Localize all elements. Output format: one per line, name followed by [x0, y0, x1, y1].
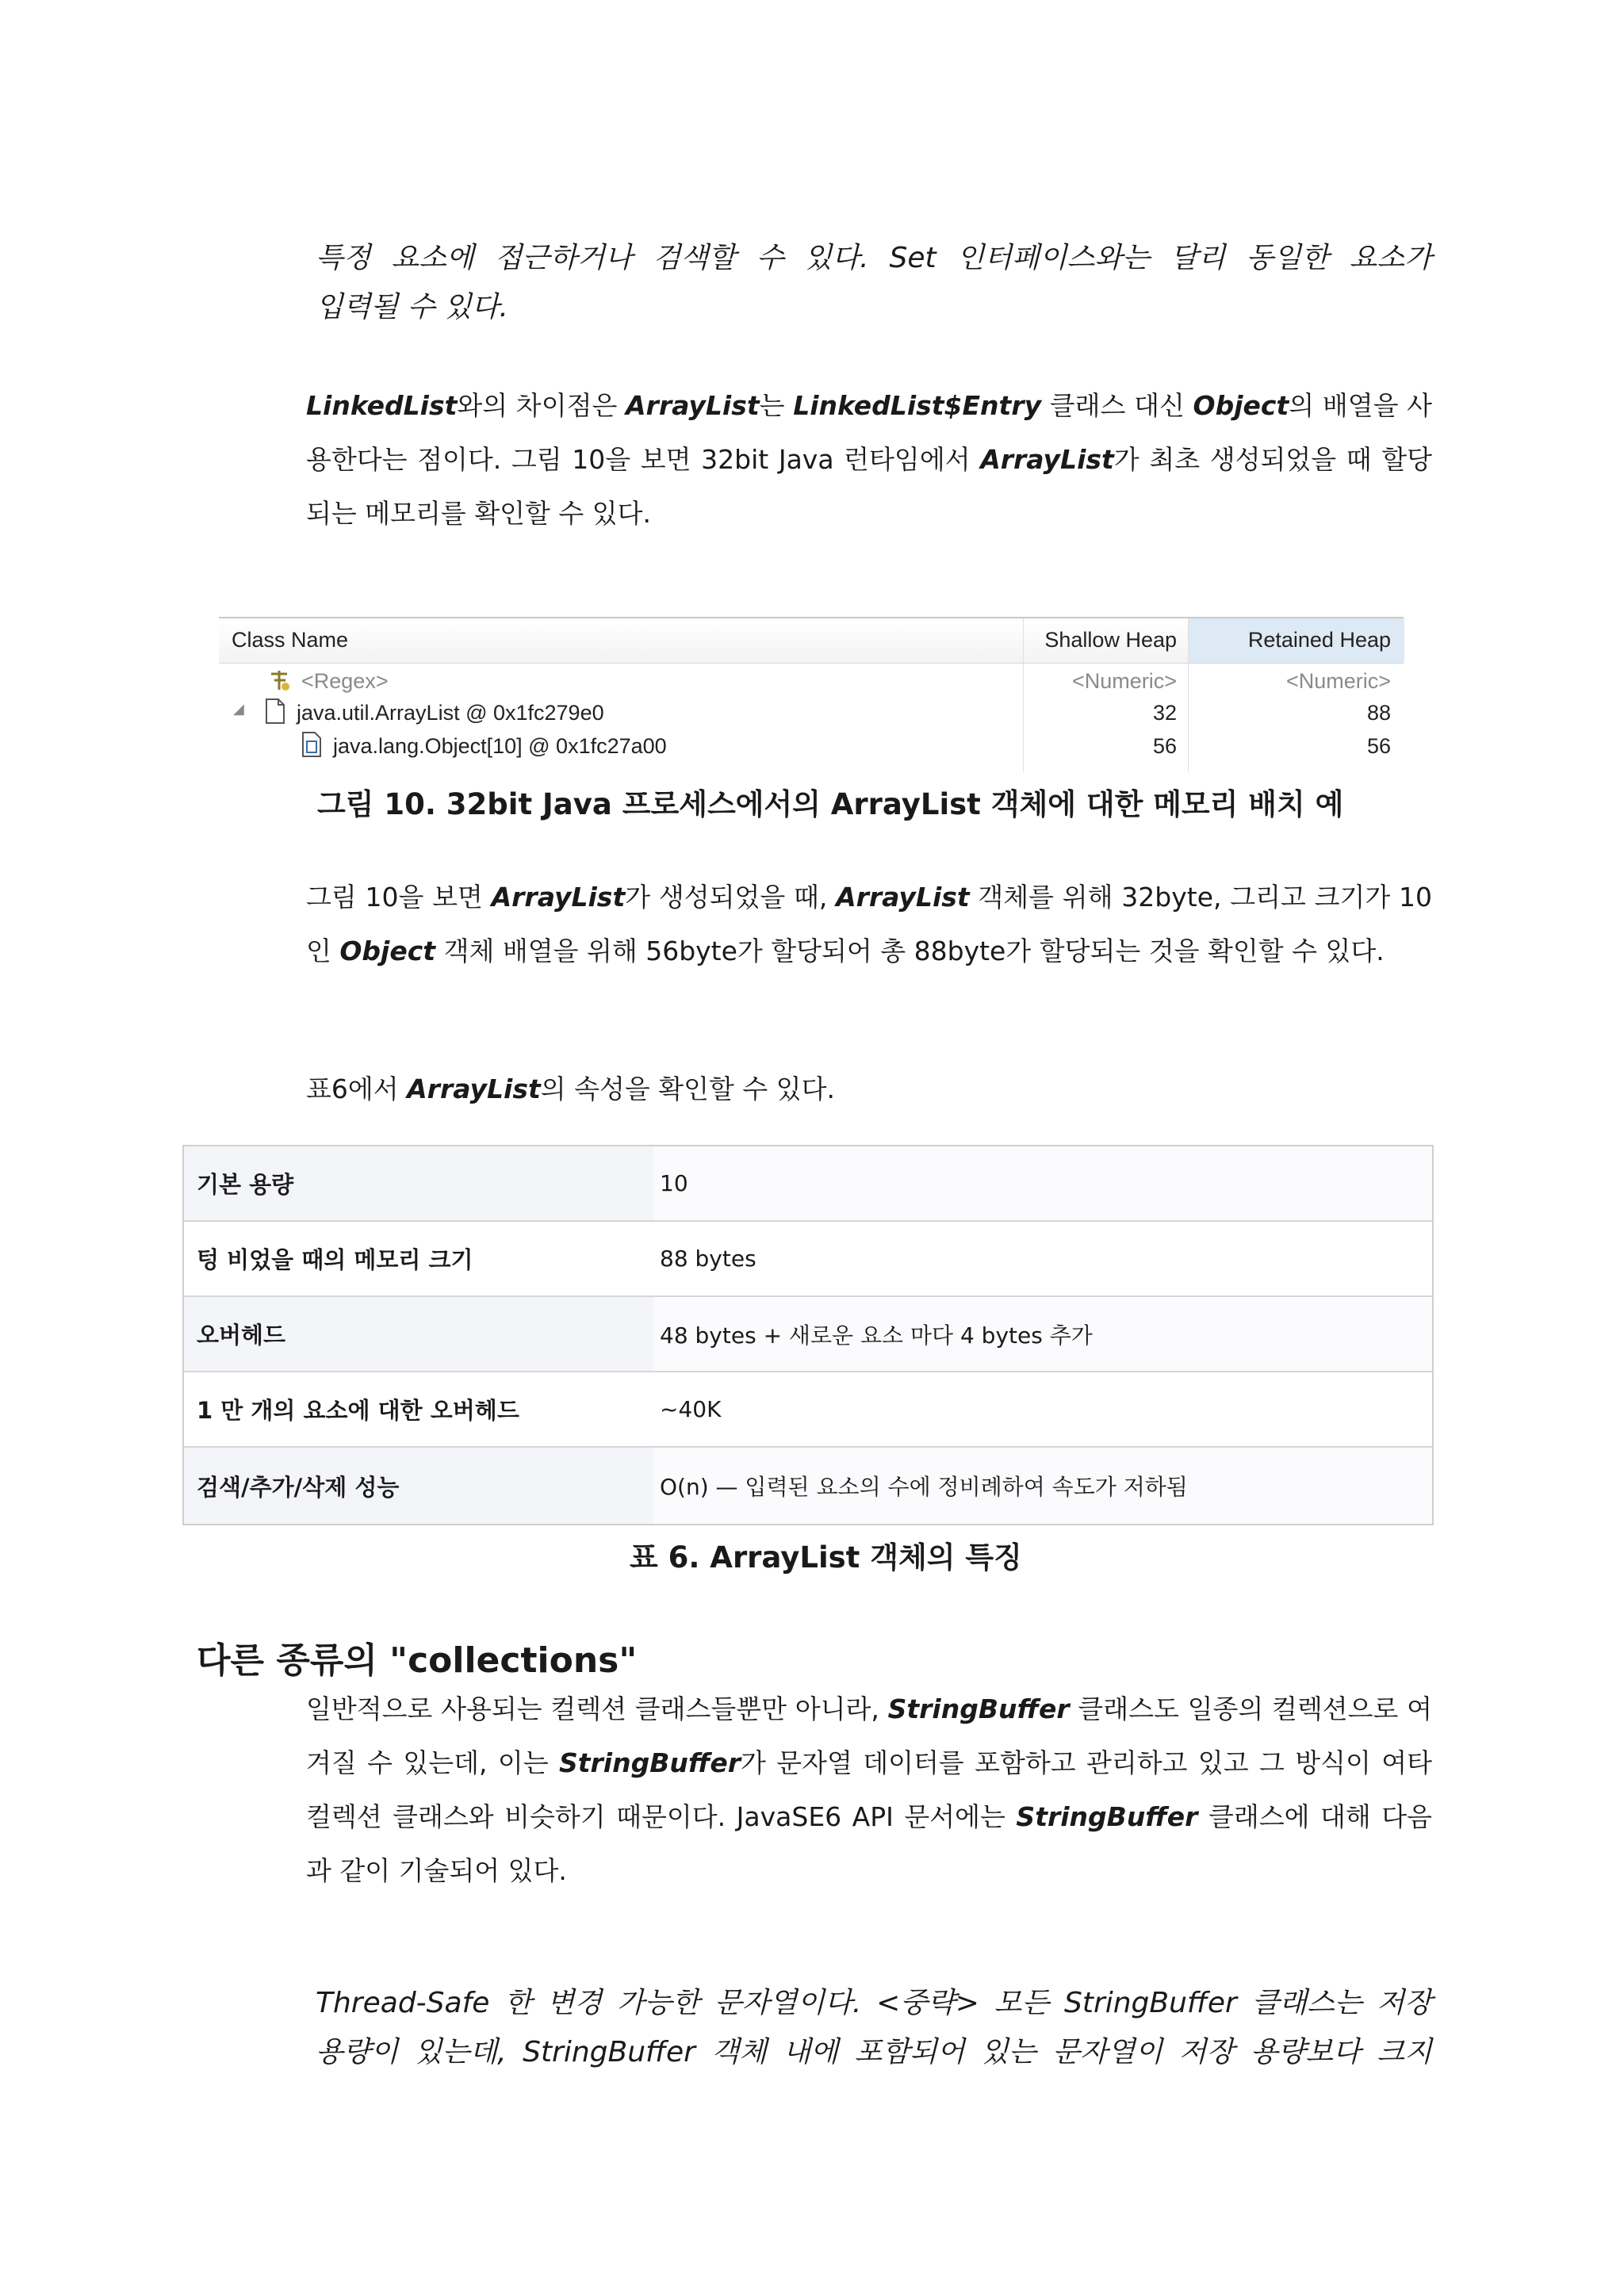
term-arraylist: ArrayList	[407, 1073, 541, 1104]
term-stringbuffer: StringBuffer	[1016, 1801, 1198, 1832]
row-value: ~40K	[653, 1372, 1432, 1446]
quote-top-line2: 입력될 수 있다.	[316, 291, 508, 323]
row-label: 기본 용량	[197, 1171, 294, 1198]
text: 객체를 위해 32byte, 그리고 크기가 10인	[306, 882, 1432, 966]
text: 클래스 대신	[1041, 390, 1193, 421]
text: 클래스에 대해 다음과 같이 기술되어 있다.	[306, 1801, 1432, 1886]
quote-bottom	[316, 1979, 1432, 2077]
row-value: 10	[653, 1146, 1432, 1220]
paragraph-linkedlist-diff	[306, 379, 1432, 541]
row-arraylist-name[interactable]: java.util.ArrayList @ 0x1fc279e0	[297, 701, 604, 725]
paragraph-stringbuffer	[306, 1682, 1432, 1898]
row-object-array-name[interactable]: java.lang.Object[10] @ 0x1fc27a00	[333, 734, 667, 758]
text: 의 속성을 확인할 수 있다.	[540, 1073, 835, 1104]
text: 가 문자열 데이터를 포함하고 관리하고 있고 그 방식이 여타 컬렉션 클래스와 비슷하기 때문이다. JavaSE6 API 문서에는	[306, 1747, 1432, 1832]
quote-top-line1: 특정 요소에 접근하거나 검색할 수 있다. Set 인터페이스와는 달리 동일한 요소가	[316, 242, 1432, 274]
paragraph-memory-analysis	[306, 871, 1432, 978]
term-arraylist: ArrayList	[836, 882, 970, 913]
term-linkedlist-entry: LinkedList$Entry	[793, 390, 1042, 421]
term-object: Object	[1193, 390, 1289, 421]
column-retained-heap: Retained Heap	[1247, 628, 1391, 652]
quote-top	[316, 234, 1432, 332]
table-row	[184, 1297, 1432, 1372]
row-arraylist-retained: 88	[1366, 701, 1391, 725]
expand-toggle-icon[interactable]: ◢	[233, 701, 244, 717]
text: 그림 10을 보면	[306, 882, 492, 913]
table-caption: 표 6. ArrayList 객체의 특징	[630, 1540, 1022, 1575]
arraylist-properties-table	[182, 1145, 1434, 1525]
text: 의 배열을 사용한다는 점이다. 그림 10을 보면 32bit Java 런타임에서	[306, 390, 1433, 475]
text: 가 생성되었을 때,	[625, 882, 837, 913]
term-stringbuffer: StringBuffer	[887, 1693, 1070, 1724]
row-value: 48 bytes + 새로운 요소 마다 4 bytes 추가	[653, 1297, 1432, 1371]
file-object-icon	[265, 698, 285, 725]
term-object: Object	[339, 936, 436, 966]
row-object-array-retained: 56	[1366, 734, 1391, 758]
row-label: 1 만 개의 요소에 대한 오버헤드	[197, 1397, 519, 1424]
column-shallow-heap: Shallow Heap	[1044, 628, 1177, 652]
table-row	[184, 1448, 1432, 1524]
row-label: 검색/추가/삭제 성능	[197, 1473, 400, 1501]
term-arraylist: ArrayList	[491, 882, 626, 913]
text: 표6에서	[306, 1073, 408, 1104]
filter-shallow-numeric[interactable]: <Numeric>	[1071, 669, 1177, 693]
column-class-name: Class Name	[232, 628, 349, 652]
row-label: 오버헤드	[197, 1322, 286, 1349]
heap-dump-screenshot	[219, 617, 1404, 772]
text: 클래스도 일종의 컬렉션으로 여겨질 수 있는데, 이는	[306, 1693, 1432, 1778]
quote-bottom-line2: 용량이 있는데, StringBuffer 객체 내에 포함되어 있는 문자열이 저장 용량보다 크지	[316, 2036, 1432, 2068]
row-value: O(n) — 입력된 요소의 수에 정비례하여 속도가 저하됨	[653, 1448, 1432, 1524]
term-arraylist: ArrayList	[626, 390, 760, 421]
figure-caption: 그림 10. 32bit Java 프로세스에서의 ArrayList 객체에 대한 메모리 배치 예	[317, 787, 1344, 821]
text: 는	[759, 390, 794, 421]
term-linkedlist: LinkedList	[306, 390, 458, 421]
table-row	[184, 1222, 1432, 1297]
row-arraylist-shallow: 32	[1152, 701, 1177, 725]
term-stringbuffer: StringBuffer	[558, 1747, 741, 1778]
paragraph-table-intro	[306, 1062, 1432, 1116]
row-value: 88 bytes	[653, 1222, 1432, 1295]
text: 일반적으로 사용되는 컬렉션 클래스들뿐만 아니라,	[306, 1693, 888, 1724]
text: 와의 차이점은	[457, 390, 626, 421]
table-row	[184, 1146, 1432, 1222]
regex-filter-icon	[266, 668, 293, 695]
term-arraylist: ArrayList	[980, 444, 1114, 475]
array-object-icon	[301, 731, 322, 758]
filter-class-regex[interactable]: <Regex>	[301, 669, 389, 693]
quote-bottom-line1: Thread-Safe 한 변경 가능한 문자열이다. <중략> 모든 StringBuffer 클래스는 저장	[316, 1987, 1432, 2019]
section-heading: 다른 종류의 "collections"	[197, 1640, 638, 1681]
text: 가 최초 생성되었을 때 할당되는 메모리를 확인할 수 있다.	[306, 444, 1432, 529]
filter-retained-numeric[interactable]: <Numeric>	[1285, 669, 1391, 693]
table-row	[184, 1372, 1432, 1448]
row-label: 텅 비었을 때의 메모리 크기	[197, 1246, 473, 1273]
text: 객체 배열을 위해 56byte가 할당되어 총 88byte가 할당되는 것을 확인할 수 있다.	[435, 936, 1385, 966]
row-object-array-shallow: 56	[1152, 734, 1177, 758]
